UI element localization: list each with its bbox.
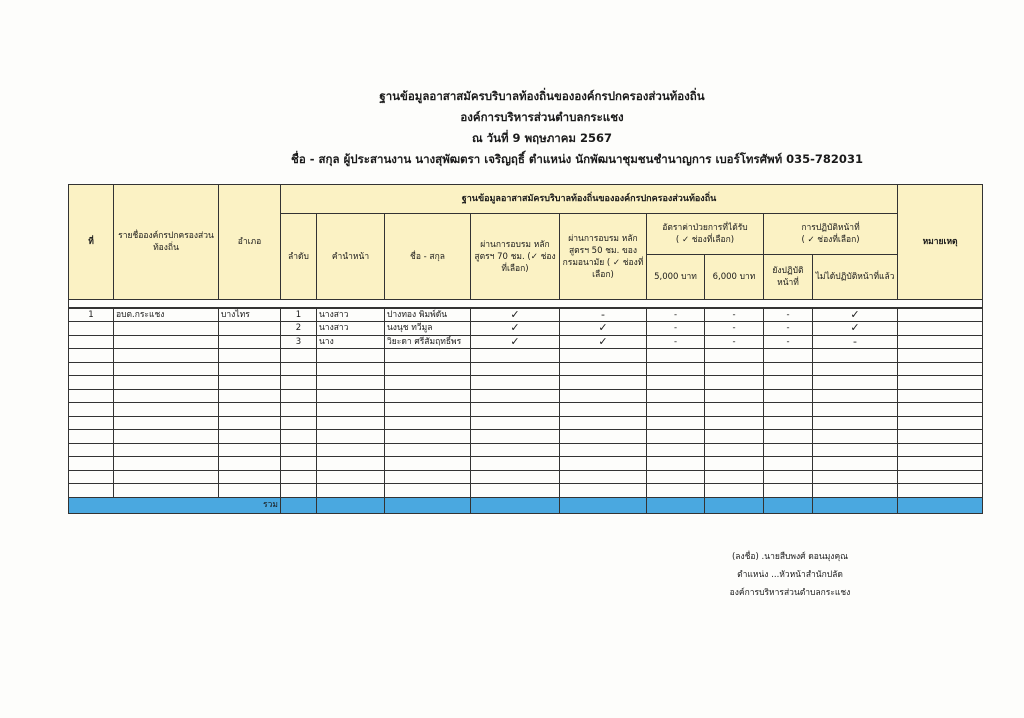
- cell-active: -: [764, 308, 813, 322]
- cell-t50: ✓: [560, 322, 647, 336]
- cell-org: อบต.กระแชง: [114, 308, 219, 322]
- cell-no: [69, 362, 114, 376]
- header-duty: [764, 214, 898, 255]
- cell-active: [764, 416, 813, 430]
- cell-name: [385, 403, 471, 417]
- cell-t70: [471, 403, 560, 417]
- table-row: [69, 470, 983, 484]
- cell-inactive: ✓: [813, 322, 898, 336]
- cell-inactive: ✓: [813, 308, 898, 322]
- cell-prefix: [317, 470, 385, 484]
- total-cell: [281, 497, 317, 513]
- cell-t50: [560, 349, 647, 363]
- cell-t50: [560, 376, 647, 390]
- table-row: [69, 443, 983, 457]
- total-cell: [560, 497, 647, 513]
- cell-prefix: [317, 430, 385, 444]
- cell-t50: [560, 416, 647, 430]
- cell-r6000: [705, 389, 764, 403]
- document-header: [0, 86, 1024, 170]
- cell-r5000: [647, 403, 705, 417]
- volunteer-table-wrapper: [68, 184, 982, 514]
- cell-active: -: [764, 322, 813, 336]
- cell-prefix: นางสาว: [317, 322, 385, 336]
- header-rate-6000: 6,000 บาท: [705, 255, 764, 300]
- cell-r6000: -: [705, 322, 764, 336]
- cell-org: [114, 470, 219, 484]
- cell-district: [219, 416, 281, 430]
- cell-prefix: [317, 389, 385, 403]
- header-name: ชื่อ - สกุล: [385, 214, 471, 300]
- header-seq: ลำดับ: [281, 214, 317, 300]
- cell-seq: [281, 403, 317, 417]
- cell-r6000: [705, 470, 764, 484]
- cell-district: [219, 484, 281, 498]
- cell-inactive: [813, 416, 898, 430]
- cell-r5000: [647, 457, 705, 471]
- cell-district: [219, 443, 281, 457]
- total-cell: [317, 497, 385, 513]
- header-org: รายชื่อองค์กรปกครองส่วนท้องถิ่น: [114, 185, 219, 300]
- cell-name: วิยะดา ศรีสัมฤทธิ์พร: [385, 335, 471, 349]
- header-group-title: ฐานข้อมูลอาสาสมัครบริบาลท้องถิ่นขององค์กรปกครองส่วนท้องถิ่น: [281, 185, 898, 214]
- total-label: รวม: [69, 497, 281, 513]
- total-cell: [647, 497, 705, 513]
- cell-prefix: [317, 443, 385, 457]
- cell-remark: [898, 376, 983, 390]
- cell-district: [219, 389, 281, 403]
- cell-remark: [898, 308, 983, 322]
- header-duty-active: ยังปฏิบัติหน้าที่: [764, 255, 813, 300]
- cell-no: [69, 322, 114, 336]
- header-remark: หมายเหตุ: [898, 185, 983, 300]
- cell-no: [69, 389, 114, 403]
- cell-t50: ✓: [560, 335, 647, 349]
- cell-org: [114, 457, 219, 471]
- cell-prefix: [317, 457, 385, 471]
- cell-t50: [560, 443, 647, 457]
- cell-prefix: [317, 403, 385, 417]
- cell-active: [764, 389, 813, 403]
- cell-active: [764, 484, 813, 498]
- cell-inactive: [813, 484, 898, 498]
- cell-t50: -: [560, 308, 647, 322]
- cell-active: [764, 430, 813, 444]
- cell-active: [764, 349, 813, 363]
- cell-r6000: -: [705, 335, 764, 349]
- cell-seq: [281, 376, 317, 390]
- cell-name: ปางทอง พิมพ์ดัน: [385, 308, 471, 322]
- cell-no: [69, 349, 114, 363]
- cell-district: [219, 362, 281, 376]
- cell-name: [385, 376, 471, 390]
- cell-name: [385, 362, 471, 376]
- cell-name: [385, 443, 471, 457]
- cell-active: [764, 457, 813, 471]
- cell-t50: [560, 430, 647, 444]
- header-rate-title: อัตราค่าป่วยการที่ได้รับ: [662, 223, 748, 233]
- cell-no: [69, 457, 114, 471]
- header-rate-5000: 5,000 บาท: [647, 255, 705, 300]
- cell-org: [114, 349, 219, 363]
- cell-org: [114, 430, 219, 444]
- cell-remark: [898, 470, 983, 484]
- table-row: [69, 335, 983, 349]
- cell-remark: [898, 416, 983, 430]
- cell-org: [114, 403, 219, 417]
- cell-t50: [560, 470, 647, 484]
- header-duty-note: ( ✓ ช่องที่เลือก): [801, 235, 860, 245]
- cell-remark: [898, 335, 983, 349]
- cell-seq: [281, 484, 317, 498]
- cell-remark: [898, 349, 983, 363]
- cell-t50: [560, 403, 647, 417]
- cell-t70: [471, 470, 560, 484]
- cell-inactive: [813, 376, 898, 390]
- cell-org: [114, 443, 219, 457]
- cell-t50: [560, 389, 647, 403]
- cell-name: [385, 416, 471, 430]
- cell-no: [69, 430, 114, 444]
- cell-org: [114, 416, 219, 430]
- total-cell: [898, 497, 983, 513]
- cell-no: [69, 416, 114, 430]
- cell-name: [385, 470, 471, 484]
- cell-t50: [560, 457, 647, 471]
- report-date: ณ วันที่ 9 พฤษภาคม 2567: [471, 131, 613, 145]
- cell-district: บางไทร: [219, 308, 281, 322]
- cell-t70: [471, 389, 560, 403]
- cell-prefix: [317, 484, 385, 498]
- total-cell: [705, 497, 764, 513]
- cell-r6000: [705, 403, 764, 417]
- cell-r5000: [647, 349, 705, 363]
- header-rate-note: ( ✓ ช่องที่เลือก): [675, 235, 735, 245]
- cell-name: [385, 430, 471, 444]
- cell-active: [764, 403, 813, 417]
- cell-remark: [898, 443, 983, 457]
- cell-seq: [281, 389, 317, 403]
- header-train70: ผ่านการอบรม หลักสูตรฯ 70 ชม. (✓ ช่องที่เลือก): [471, 214, 560, 300]
- total-cell: [385, 497, 471, 513]
- cell-r5000: -: [647, 308, 705, 322]
- cell-seq: 1: [281, 308, 317, 322]
- signature-block: [690, 548, 890, 602]
- cell-inactive: [813, 470, 898, 484]
- cell-prefix: [317, 416, 385, 430]
- cell-seq: [281, 362, 317, 376]
- cell-district: [219, 335, 281, 349]
- cell-r6000: [705, 376, 764, 390]
- cell-prefix: นาง: [317, 335, 385, 349]
- table-row: [69, 457, 983, 471]
- table-row: [69, 389, 983, 403]
- cell-seq: [281, 470, 317, 484]
- cell-remark: [898, 484, 983, 498]
- header-district: อำเภอ: [219, 185, 281, 300]
- table-row: [69, 484, 983, 498]
- table-row: [69, 308, 983, 322]
- cell-name: นงนุช ทวีมูล: [385, 322, 471, 336]
- cell-remark: [898, 362, 983, 376]
- cell-no: [69, 484, 114, 498]
- org-name: องค์การบริหารส่วนตำบลกระแชง: [460, 110, 624, 124]
- cell-no: [69, 470, 114, 484]
- cell-remark: [898, 389, 983, 403]
- volunteer-table: [68, 184, 983, 514]
- table-row: [69, 349, 983, 363]
- doc-title: ฐานข้อมูลอาสาสมัครบริบาลท้องถิ่นขององค์กรปกครองส่วนท้องถิ่น: [379, 89, 705, 103]
- header-duty-inactive: ไม่ได้ปฏิบัติหน้าที่แล้ว: [813, 255, 898, 300]
- cell-active: -: [764, 335, 813, 349]
- cell-t50: [560, 362, 647, 376]
- cell-no: [69, 376, 114, 390]
- cell-r5000: [647, 376, 705, 390]
- cell-inactive: [813, 443, 898, 457]
- cell-r6000: [705, 416, 764, 430]
- signature-position: ตำแหน่ง ...หัวหน้าสำนักปลัด: [737, 570, 843, 580]
- cell-no: [69, 443, 114, 457]
- cell-r6000: [705, 349, 764, 363]
- cell-active: [764, 443, 813, 457]
- cell-seq: 3: [281, 335, 317, 349]
- cell-r6000: [705, 430, 764, 444]
- cell-active: [764, 376, 813, 390]
- cell-seq: 2: [281, 322, 317, 336]
- cell-remark: [898, 430, 983, 444]
- cell-r6000: [705, 443, 764, 457]
- cell-t70: [471, 484, 560, 498]
- cell-active: [764, 362, 813, 376]
- cell-t70: [471, 443, 560, 457]
- cell-prefix: [317, 376, 385, 390]
- cell-no: 1: [69, 308, 114, 322]
- cell-district: [219, 376, 281, 390]
- total-cell: [764, 497, 813, 513]
- signature-org: องค์การบริหารส่วนตำบลกระแชง: [729, 588, 851, 598]
- cell-r5000: [647, 416, 705, 430]
- cell-t70: [471, 376, 560, 390]
- cell-seq: [281, 416, 317, 430]
- cell-district: [219, 403, 281, 417]
- cell-org: [114, 484, 219, 498]
- header-no: ที่: [69, 185, 114, 300]
- cell-org: [114, 389, 219, 403]
- cell-district: [219, 349, 281, 363]
- cell-t70: ✓: [471, 308, 560, 322]
- cell-r6000: [705, 457, 764, 471]
- cell-t70: ✓: [471, 335, 560, 349]
- cell-remark: [898, 403, 983, 417]
- cell-inactive: -: [813, 335, 898, 349]
- table-row: [69, 322, 983, 336]
- cell-district: [219, 430, 281, 444]
- header-rate: [647, 214, 764, 255]
- header-prefix: คำนำหน้า: [317, 214, 385, 300]
- header-divider: [69, 300, 983, 308]
- cell-seq: [281, 430, 317, 444]
- cell-remark: [898, 322, 983, 336]
- cell-inactive: [813, 362, 898, 376]
- cell-no: [69, 335, 114, 349]
- cell-prefix: [317, 362, 385, 376]
- cell-r5000: [647, 389, 705, 403]
- cell-prefix: [317, 349, 385, 363]
- cell-t70: [471, 362, 560, 376]
- total-row: [69, 497, 983, 513]
- total-cell: [813, 497, 898, 513]
- coordinator-info: ชื่อ - สกุล ผู้ประสานงาน นางสุพัฒตรา เจริญฤธิ์ ตำแหน่ง นักพัฒนาชุมชนชำนาญการ เบอร์โทรศัพท์ 035-782031: [291, 152, 863, 166]
- header-train50: ผ่านการอบรม หลักสูตรฯ 50 ชม. ของกรมอนามัย ( ✓ ช่องที่เลือก): [560, 214, 647, 300]
- cell-t70: [471, 457, 560, 471]
- table-row: [69, 430, 983, 444]
- table-row: [69, 376, 983, 390]
- header-duty-title: การปฏิบัติหน้าที่: [801, 223, 860, 233]
- cell-inactive: [813, 430, 898, 444]
- cell-inactive: [813, 457, 898, 471]
- cell-remark: [898, 457, 983, 471]
- table-row: [69, 403, 983, 417]
- cell-name: [385, 389, 471, 403]
- cell-inactive: [813, 403, 898, 417]
- cell-r5000: -: [647, 335, 705, 349]
- cell-r5000: [647, 484, 705, 498]
- cell-district: [219, 470, 281, 484]
- cell-prefix: นางสาว: [317, 308, 385, 322]
- cell-r6000: [705, 484, 764, 498]
- cell-name: [385, 484, 471, 498]
- cell-org: [114, 376, 219, 390]
- cell-r6000: -: [705, 308, 764, 322]
- cell-name: [385, 349, 471, 363]
- cell-org: [114, 322, 219, 336]
- cell-seq: [281, 349, 317, 363]
- cell-inactive: [813, 389, 898, 403]
- cell-t70: [471, 430, 560, 444]
- cell-r5000: -: [647, 322, 705, 336]
- table-row: [69, 416, 983, 430]
- cell-t70: ✓: [471, 322, 560, 336]
- cell-inactive: [813, 349, 898, 363]
- table-body: [69, 300, 983, 514]
- cell-district: [219, 322, 281, 336]
- cell-r6000: [705, 362, 764, 376]
- cell-r5000: [647, 470, 705, 484]
- cell-r5000: [647, 443, 705, 457]
- cell-t50: [560, 484, 647, 498]
- cell-t70: [471, 416, 560, 430]
- table-row: [69, 362, 983, 376]
- cell-t70: [471, 349, 560, 363]
- signature-name: (ลงชื่อ) .นายสืบพงศ์ ดอนมุงคุณ: [731, 552, 849, 562]
- cell-name: [385, 457, 471, 471]
- total-cell: [471, 497, 560, 513]
- cell-no: [69, 403, 114, 417]
- cell-r5000: [647, 430, 705, 444]
- cell-org: [114, 362, 219, 376]
- cell-org: [114, 335, 219, 349]
- cell-district: [219, 457, 281, 471]
- cell-seq: [281, 457, 317, 471]
- cell-seq: [281, 443, 317, 457]
- cell-r5000: [647, 362, 705, 376]
- cell-active: [764, 470, 813, 484]
